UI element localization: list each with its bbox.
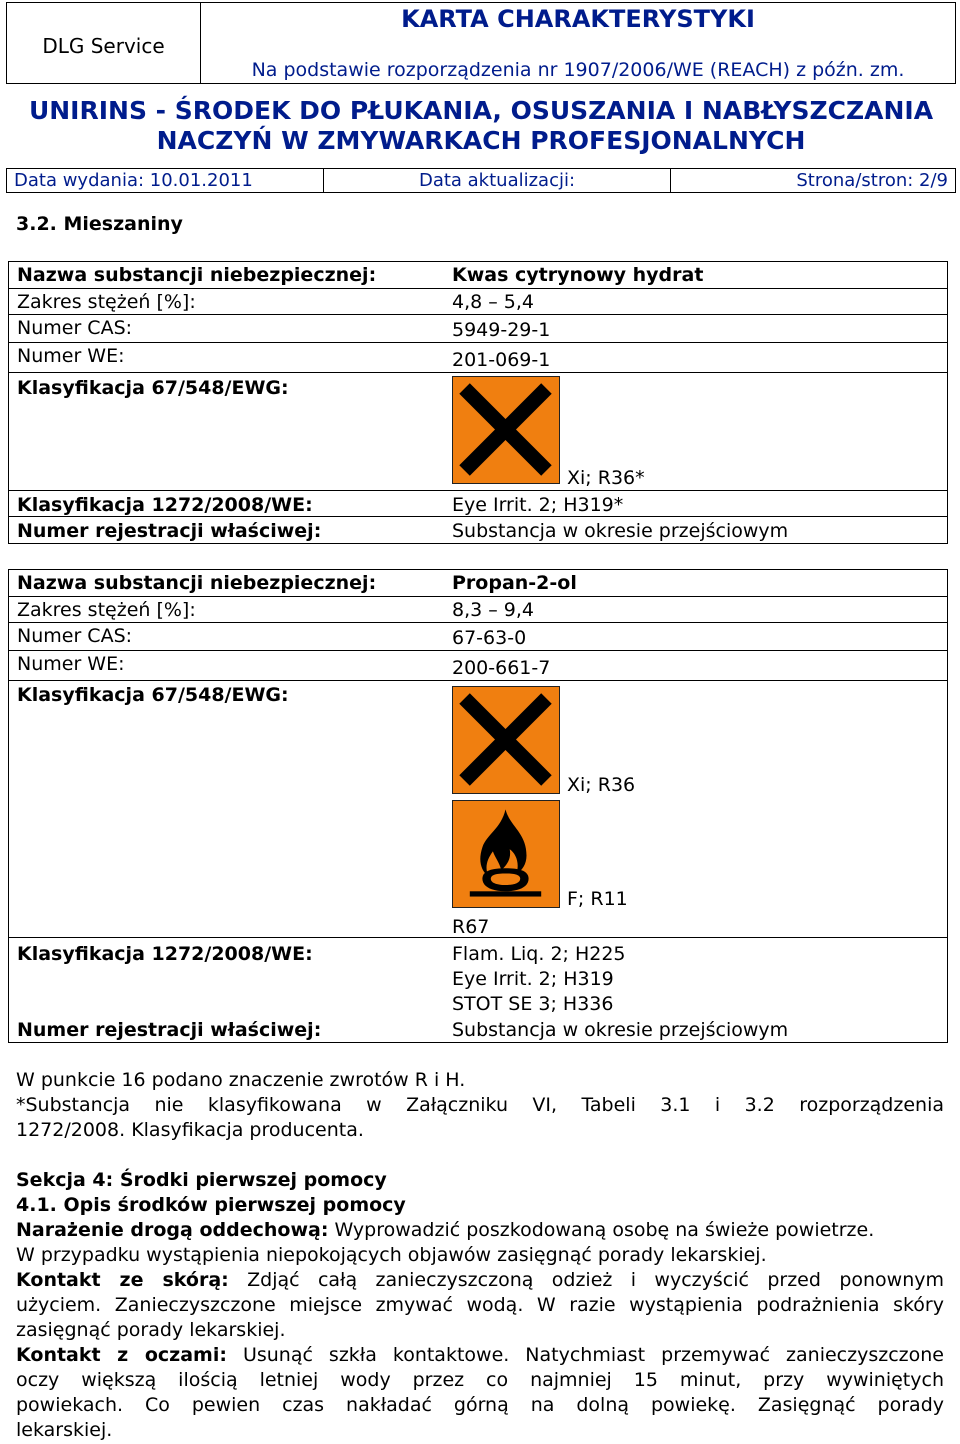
document-title: KARTA CHARAKTERYSTYKI bbox=[401, 5, 755, 33]
substance-table-2 bbox=[8, 569, 948, 1043]
harmful-x-icon bbox=[452, 376, 560, 484]
section-3-2-heading: 3.2. Mieszaniny bbox=[16, 213, 183, 235]
product-name-line1: UNIRINS - ŚRODEK DO PŁUKANIA, OSUSZANIA I NABŁYSZCZANIA bbox=[28, 96, 934, 125]
label-reg: Numer rejestracji właściwej: bbox=[17, 1019, 322, 1041]
value-we: 200-661-7 bbox=[452, 657, 551, 679]
issue-date: Data wydania: 10.01.2011 bbox=[14, 170, 253, 191]
flame-icon bbox=[452, 800, 560, 908]
note-classification-line1: *Substancja nie klasyfikowana w Załączniku VI, Tabeli 3.1 i 3.2 rozporządzenia bbox=[16, 1094, 944, 1116]
label-cas: Numer CAS: bbox=[17, 317, 133, 339]
value-cas: 5949-29-1 bbox=[452, 319, 551, 341]
note-classification-line2: 1272/2008. Klasyfikacja producenta. bbox=[16, 1119, 364, 1141]
section-4-1-subtitle: 4.1. Opis środków pierwszej pomocy bbox=[16, 1194, 406, 1216]
label-class67: Klasyfikacja 67/548/EWG: bbox=[17, 377, 289, 399]
value-we: 201-069-1 bbox=[452, 349, 551, 371]
value-class1272-1: Flam. Liq. 2; H225 bbox=[452, 943, 626, 965]
company-name: DLG Service bbox=[42, 34, 165, 58]
eyes-line2: oczy większą ilością letniej wody przez co najmniej 15 minut, przy wywiniętych bbox=[16, 1369, 944, 1391]
label-conc: Zakres stężeń [%]: bbox=[17, 291, 196, 313]
product-name-line2: NACZYŃ W ZMYWARKACH PROFESJONALNYCH bbox=[156, 126, 806, 155]
eyes-label: Kontakt z oczami: bbox=[16, 1344, 227, 1366]
skin-line3: zasięgnąć porady lekarskiej. bbox=[16, 1319, 286, 1341]
label-cas: Numer CAS: bbox=[17, 625, 133, 647]
note-r-h-phrases: W punkcie 16 podano znaczenie zwrotów R i H. bbox=[16, 1069, 466, 1091]
value-cas: 67-63-0 bbox=[452, 627, 527, 649]
skin-line1 bbox=[16, 1268, 944, 1293]
eyes-line3: powiekach. Co pewien czas nakładać górną na dolną powiekę. Zasięgnąć porady bbox=[16, 1394, 944, 1416]
hazard-code: F; R11 bbox=[567, 888, 628, 910]
value-class1272-2: Eye Irrit. 2; H319 bbox=[452, 968, 614, 990]
label-conc: Zakres stężeń [%]: bbox=[17, 599, 196, 621]
hazard-code: Xi; R36* bbox=[567, 467, 645, 489]
value-class1272: Eye Irrit. 2; H319* bbox=[452, 494, 624, 516]
value-name: Propan-2-ol bbox=[452, 572, 577, 594]
page-number: Strona/stron: 2/9 bbox=[796, 170, 948, 191]
substance-table-1 bbox=[8, 261, 948, 544]
eyes-line4: lekarskiej. bbox=[16, 1419, 113, 1441]
label-class1272: Klasyfikacja 1272/2008/WE: bbox=[17, 494, 313, 516]
regulation-text: Na podstawie rozporządzenia nr 1907/2006/WE (REACH) z późn. zm. bbox=[251, 59, 905, 81]
skin-line2: użyciem. Zanieczyszczone miejsce zmywać wodą. W razie wystąpienia podrażnienia skóry bbox=[16, 1294, 944, 1316]
label-reg: Numer rejestracji właściwej: bbox=[17, 520, 322, 542]
eyes-line1 bbox=[16, 1343, 944, 1368]
label-name: Nazwa substancji niebezpiecznej: bbox=[17, 572, 377, 594]
label-we: Numer WE: bbox=[17, 653, 125, 675]
skin-label: Kontakt ze skórą: bbox=[16, 1269, 229, 1291]
inhalation-label: Narażenie drogą oddechową: bbox=[16, 1219, 329, 1241]
label-we: Numer WE: bbox=[17, 345, 125, 367]
r-phrase: R67 bbox=[452, 916, 490, 938]
label-class1272: Klasyfikacja 1272/2008/WE: bbox=[17, 943, 313, 965]
value-name: Kwas cytrynowy hydrat bbox=[452, 264, 704, 286]
eyes-text: Usunąć szkła kontaktowe. Natychmiast przemywać zanieczyszczone bbox=[226, 1344, 944, 1366]
label-class67: Klasyfikacja 67/548/EWG: bbox=[17, 684, 289, 706]
hazard-code: Xi; R36 bbox=[567, 774, 636, 796]
value-class1272-3: STOT SE 3; H336 bbox=[452, 993, 614, 1015]
value-reg: Substancja w okresie przejściowym bbox=[452, 520, 789, 542]
value-conc: 4,8 – 5,4 bbox=[452, 291, 535, 313]
inhalation-text: Wyprowadzić poszkodowaną osobę na świeże powietrze. bbox=[328, 1219, 875, 1241]
harmful-x-icon bbox=[452, 686, 560, 794]
value-conc: 8,3 – 9,4 bbox=[452, 599, 535, 621]
inhalation-line1 bbox=[16, 1218, 944, 1243]
update-date: Data aktualizacji: bbox=[418, 170, 576, 191]
value-reg: Substancja w okresie przejściowym bbox=[452, 1019, 789, 1041]
section-4-title: Sekcja 4: Środki pierwszej pomocy bbox=[16, 1169, 387, 1191]
skin-text: Zdjąć całą zanieczyszczoną odzież i wyczyścić przed ponownym bbox=[228, 1269, 944, 1291]
inhalation-line2: W przypadku wystąpienia niepokojących objawów zasięgnąć porady lekarskiej. bbox=[16, 1244, 767, 1266]
label-name: Nazwa substancji niebezpiecznej: bbox=[17, 264, 377, 286]
